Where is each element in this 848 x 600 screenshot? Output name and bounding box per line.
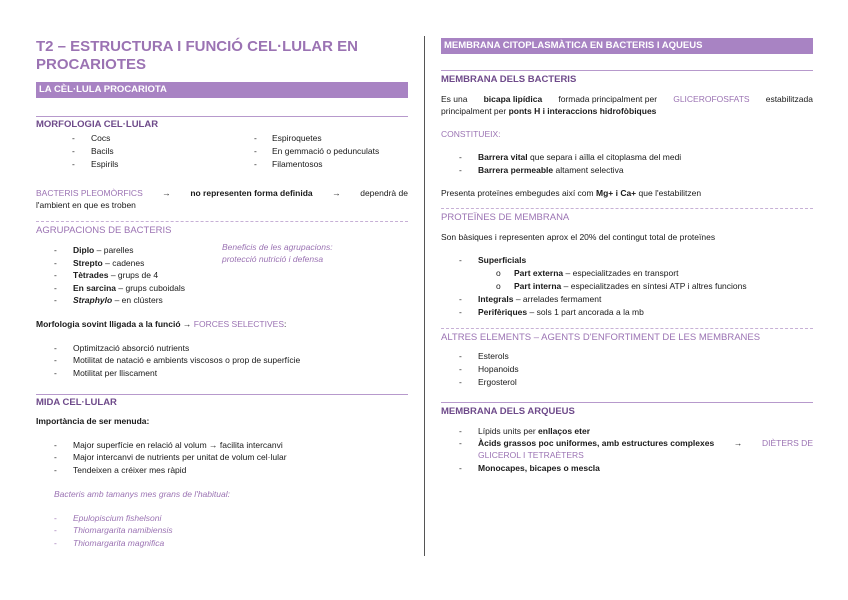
list-item: Diplo – parelles <box>73 245 134 255</box>
bullet-dash: - <box>459 152 462 162</box>
list-item: Thiomargarita magnifica <box>73 538 165 548</box>
list-item: Part externa – especialitzades en transport <box>514 268 679 278</box>
bullet-dash: - <box>54 283 57 293</box>
bullet-dash: - <box>459 377 462 387</box>
list-item: Tendeixen a créixer mes ràpid <box>73 465 187 475</box>
bullet-dash: - <box>254 133 257 143</box>
list-item: En sarcina – grups cuboidals <box>73 283 186 293</box>
bullet-dash: - <box>459 438 462 448</box>
bullet-dash: - <box>459 255 462 265</box>
heading-altres: ALTRES ELEMENTS – AGENTS D'ENFORTIMENT DE LES MEMBRANES <box>441 332 761 343</box>
pleomorfics-lead: BACTERIS PLEOMÒRFICS <box>36 188 143 198</box>
membrana-paragraph: Es una bicapa lipídica formada principalment per GLICEROFOSFATS estabilitzada principalment per ponts H i interaccions hidrofòbiques <box>441 94 813 116</box>
bullet-dash: - <box>54 368 57 378</box>
pleomorfics-paragraph <box>36 187 408 211</box>
heading-agrupacions: AGRUPACIONS DE BACTERIS <box>36 225 172 236</box>
arrow-icon: → <box>162 188 171 198</box>
arrow-icon: → <box>733 438 743 448</box>
bullet-dash: - <box>54 513 57 523</box>
list-item: Tètrades – grups de 4 <box>73 270 159 280</box>
list-item: Integrals – arrelades fermament <box>478 294 602 304</box>
page-title: T2 – ESTRUCTURA I FUNCIÓ CEL·LULAR EN PROCARIOTES <box>36 38 358 73</box>
bullet-dash: - <box>459 426 462 436</box>
list-item: Espirils <box>91 159 119 169</box>
list-item: Major intercanvi de nutrients per unitat de volum cel·lular <box>73 452 287 462</box>
list-item: Optimització absorció nutrients <box>73 343 190 353</box>
bullet-dash: - <box>254 146 257 156</box>
bullet-dash: - <box>54 538 57 548</box>
list-item: Monocapes, bicapes o mescla <box>478 463 600 473</box>
bacteris-grans-title: Bacteris amb tamanys mes grans de l'habitual: <box>54 489 230 499</box>
list-item: Superficials <box>478 255 527 265</box>
heading-morfologia: MORFOLOGIA CEL·LULAR <box>36 119 159 130</box>
arrow-icon: → <box>182 319 192 329</box>
bullet-dash: - <box>54 258 57 268</box>
bullet-dash: - <box>54 525 57 535</box>
arrow-icon: → <box>332 188 341 198</box>
dashed-divider <box>36 221 408 222</box>
list-item: Strepto – cadenes <box>73 258 145 268</box>
divider-line <box>36 394 408 395</box>
heading-membrana-arqueus: MEMBRANA DELS ARQUEUS <box>441 406 575 417</box>
bullet-dash: - <box>459 307 462 317</box>
bullet-dash: - <box>54 355 57 365</box>
list-item: Esterols <box>478 351 509 361</box>
proteines-text: Son bàsiques i representen aprox el 20% del contingut total de proteïnes <box>441 232 716 242</box>
benefits-title: Beneficis de les agrupacions: <box>222 242 333 252</box>
list-item: Ergosterol <box>478 377 517 387</box>
list-item: Filamentosos <box>272 159 323 169</box>
list-item: Hopanoids <box>478 364 519 374</box>
divider-line <box>441 402 813 403</box>
pleomorfics-bold: no representen forma definida <box>190 188 313 198</box>
bullet-circle-icon: o <box>496 281 501 291</box>
bullet-dash: - <box>54 245 57 255</box>
bullet-dash: - <box>54 270 57 280</box>
bullet-dash: - <box>54 440 57 450</box>
list-item: Motilitat per lliscament <box>73 368 158 378</box>
bullet-dash: - <box>72 146 75 156</box>
list-item: En gemmació o pedunculats <box>272 146 380 156</box>
bullet-dash: - <box>54 343 57 353</box>
bullet-dash: - <box>459 463 462 473</box>
bullet-dash: - <box>54 452 57 462</box>
list-item: Barrera vital que separa i aïlla el citoplasma del medi <box>478 152 682 162</box>
constitueix-label: CONSTITUEIX: <box>441 129 501 139</box>
bullet-dash: - <box>459 294 462 304</box>
list-item: Straphylo – en clústers <box>73 295 163 305</box>
list-item: Lípids units per enllaços eter <box>478 426 591 436</box>
pleomorfics-rest-2: l'ambient en que es troben <box>36 200 136 210</box>
presenta-line: Presenta proteïnes embegudes així com Mg+ i Ca+ que l'estabilitzen <box>441 188 702 198</box>
bullet-dash: - <box>254 159 257 169</box>
benefits-text: protecció nutrició i defensa <box>222 254 324 264</box>
list-item: Àcids grassos poc uniformes, amb estructures complexes → DIÈTERS DE GLICEROL I TETRAÈTERS <box>478 438 813 460</box>
bullet-dash: - <box>72 133 75 143</box>
bullet-dash: - <box>459 165 462 175</box>
dashed-divider <box>441 208 813 209</box>
importancia-label: Importància de ser menuda: <box>36 416 150 426</box>
morfologia-funcio-line: Morfologia sovint lligada a la funció → FORCES SELECTIVES: <box>36 319 287 329</box>
heading-membrana-bacteris: MEMBRANA DELS BACTERIS <box>441 74 577 85</box>
divider-line <box>36 116 408 117</box>
column-divider <box>424 36 425 556</box>
dashed-divider <box>441 328 813 329</box>
divider-line <box>441 70 813 71</box>
section-banner-cellula: LA CÈL·LULA PROCARIOTA <box>36 82 408 98</box>
bullet-dash: - <box>54 295 57 305</box>
list-item: Major superfície en relació al volum → facilita intercanvi <box>73 440 283 450</box>
list-item: Thiomargarita namibiensis <box>73 525 173 535</box>
bullet-dash: - <box>459 351 462 361</box>
list-item: Part interna – especialitzades en síntesi ATP i altres funcions <box>514 281 747 291</box>
bullet-circle-icon: o <box>496 268 501 278</box>
bullet-dash: - <box>54 465 57 475</box>
list-item: Motilitat de natació e ambients viscosos o prop de superfície <box>73 355 301 365</box>
list-item: Barrera permeable altament selectiva <box>478 165 624 175</box>
list-item: Perifèriques – sols 1 part ancorada a la mb <box>478 307 644 317</box>
heading-mida: MIDA CEL·LULAR <box>36 397 117 408</box>
list-item: Espiroquetes <box>272 133 322 143</box>
heading-proteines: PROTEÏNES DE MEMBRANA <box>441 212 570 223</box>
list-item: Epulopiscium fishelsoni <box>73 513 162 523</box>
pleomorfics-rest: dependrà de <box>360 188 408 198</box>
list-item: Bacils <box>91 146 114 156</box>
list-item: Cocs <box>91 133 111 143</box>
bullet-dash: - <box>72 159 75 169</box>
section-banner-membrana: MEMBRANA CITOPLASMÀTICA EN BACTERIS I AQUEUS <box>441 38 813 54</box>
bullet-dash: - <box>459 364 462 374</box>
